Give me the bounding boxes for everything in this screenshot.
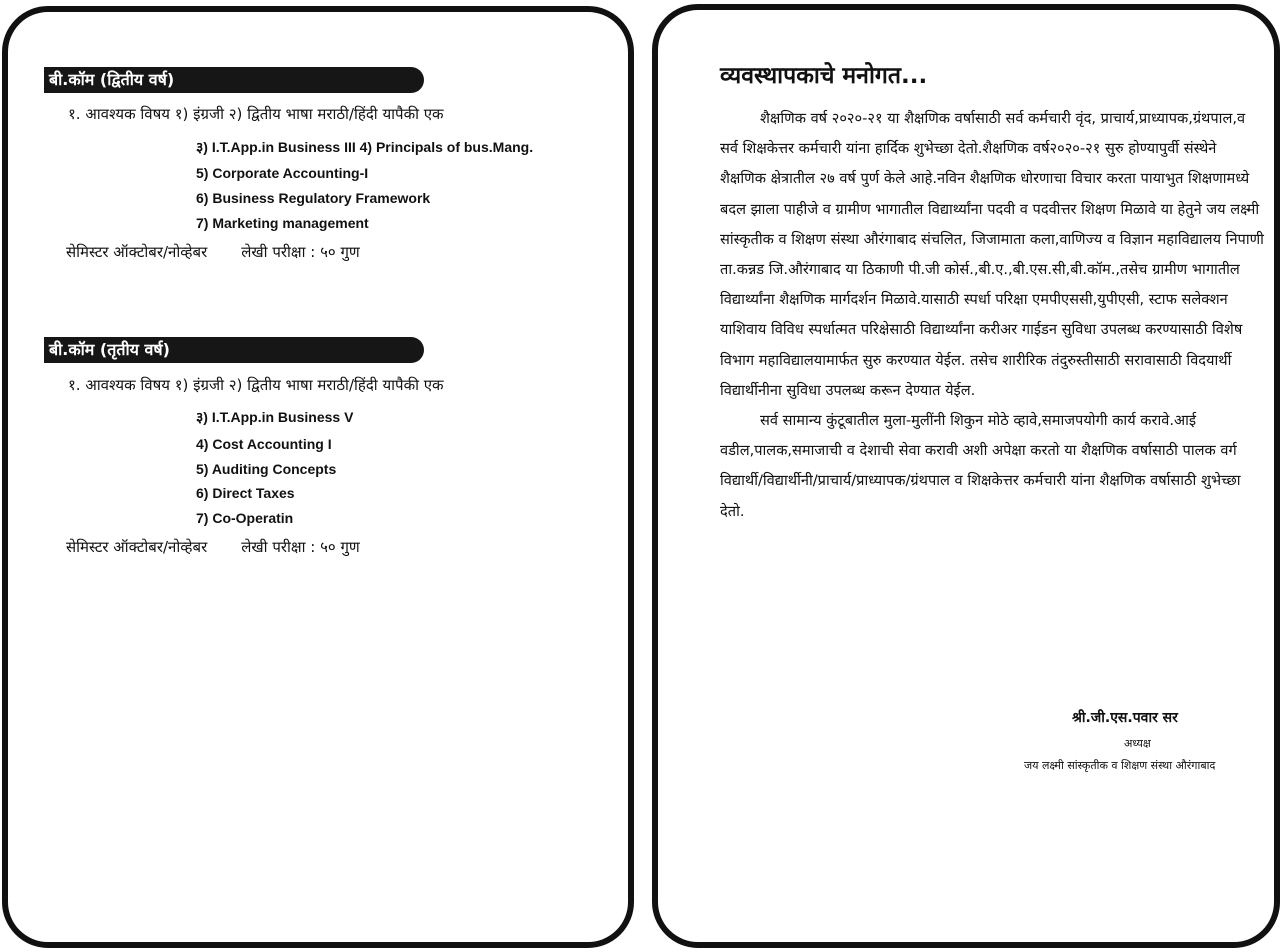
second-year-subject-3-4: ३) I.T.App.in Business III 4) Principals of bus.Mang. [196,139,534,155]
message-paragraph-1: शैक्षणिक वर्ष २०२०-२१ या शैक्षणिक वर्षासाठी सर्व कर्मचारी वृंद, प्राचार्य,प्राध्यापक,ग्रंथपाल,व सर्व शिक्षकेत्तर कर्मचारी यांना हार्दिक शुभेच्छा देतो.शैक्षणिक वर्ष२०२०-२१ सुरु होण्यापुर्वी संस्थेने शैक्षणिक क्षेत्रातील २७ वर्ष पुर्ण केले आहे.नविन शैक्षणिक धोरणाचा विचार करता पायाभुत शिक्षणामध्ये बदल झाला पाहीजे व ग्रामीण भागातील विद्यार्थ्यांना पदवी व पदवीत्तर शिक्षण मिळावे या हेतुने जय लक्ष्मी सांस्कृतीक व शिक्षण संस्था औरंगाबाद संचलित, जिजामाता कला,वाणिज्य व विज्ञान महाविद्यालय निपाणी ता.कन्नड जि.औरंगाबाद या ठिकाणी पी.जी कोर्स.,बी.ए.,बी.एस.सी,बी.कॉम.,तसेच ग्रामीण भागातील विद्यार्थ्यांना शैक्षणिक मार्गदर्शन मिळावे.यासाठी स्पर्धा परिक्षा एमपीएससी,युपीएसी, स्टाफ सलेक्शन याशिवाय विविध स्पर्धात्मत परिक्षेसाठी विद्यार्थ्यांना करीअर गाईडन सुविधा उपलब्ध करण्यासाठी विशेष विभाग महाविद्यालयामार्फत सुरु करण्यात येईल. तसेच शारीरिक तंदुरुस्तीसाठी सरावासाठी विदयार्थी विद्यार्थीनीना सुविधा उपलब्ध करून देण्यात येईल. [720,110,1264,399]
third-year-subject-6: 6) Direct Taxes [196,485,295,501]
third-year-subject-3: ३) I.T.App.in Business V [196,409,354,425]
second-year-exam-marks: लेखी परीक्षा : ५० गुण [241,243,360,261]
signatory-organization: जय लक्ष्मी सांस्कृतीक व शिक्षण संस्था औरंगाबाद [1024,759,1216,772]
third-year-exam-marks: लेखी परीक्षा : ५० गुण [241,538,360,556]
second-year-subject-5: 5) Corporate Accounting-I [196,165,369,181]
signatory-name: श्री.जी.एस.पवार सर [1072,710,1178,726]
second-year-semester: सेमिस्टर ऑक्टोबर/नोव्हेबर [66,243,208,261]
third-year-semester: सेमिस्टर ऑक्टोबर/नोव्हेबर [66,538,208,556]
signatory-role: अध्यक्ष [1124,737,1151,750]
third-year-heading: बी.कॉम (तृतीय वर्ष) [44,337,424,363]
third-year-compulsory-subjects: १. आवश्यक विषय १) इंग्रजी २) द्वितीय भाषा मराठी/हिंदी यापैकी एक [68,376,444,394]
third-year-subject-5: 5) Auditing Concepts [196,461,337,477]
third-year-exam-info [66,537,360,557]
second-year-subject-7: 7) Marketing management [196,215,369,231]
third-year-subject-7: 7) Co-Operatin [196,510,294,526]
message-title: व्यवस्थापकाचे मनोगत... [720,63,928,89]
message-paragraph-2: सर्व सामान्य कुंटूबातील मुला-मुलींनी शिकुन मोठे व्हावे,समाजपयोगी कार्य करावे.आई वडील,पालक,समाजाची व देशाची सेवा करावी अशी अपेक्षा करतो या शैक्षणिक वर्षासाठी पालक वर्ग विद्यार्थी/विद्यार्थीनी/प्राचार्य/प्राध्यापक/ग्रंथपाल व शिक्षकेत्तर कर्मचारी यांना शैक्षणिक वर्षासाठी शुभेच्छा देतो. [720,412,1241,520]
second-year-exam-info [66,242,360,262]
message-body [720,104,1264,527]
third-year-subject-4: 4) Cost Accounting I [196,436,332,452]
second-year-subject-6: 6) Business Regulatory Framework [196,190,431,206]
second-year-compulsory-subjects: १. आवश्यक विषय १) इंग्रजी २) द्वितीय भाषा मराठी/हिंदी यापैकी एक [68,105,444,123]
second-year-heading: बी.कॉम (द्वितीय वर्ष) [44,67,424,93]
